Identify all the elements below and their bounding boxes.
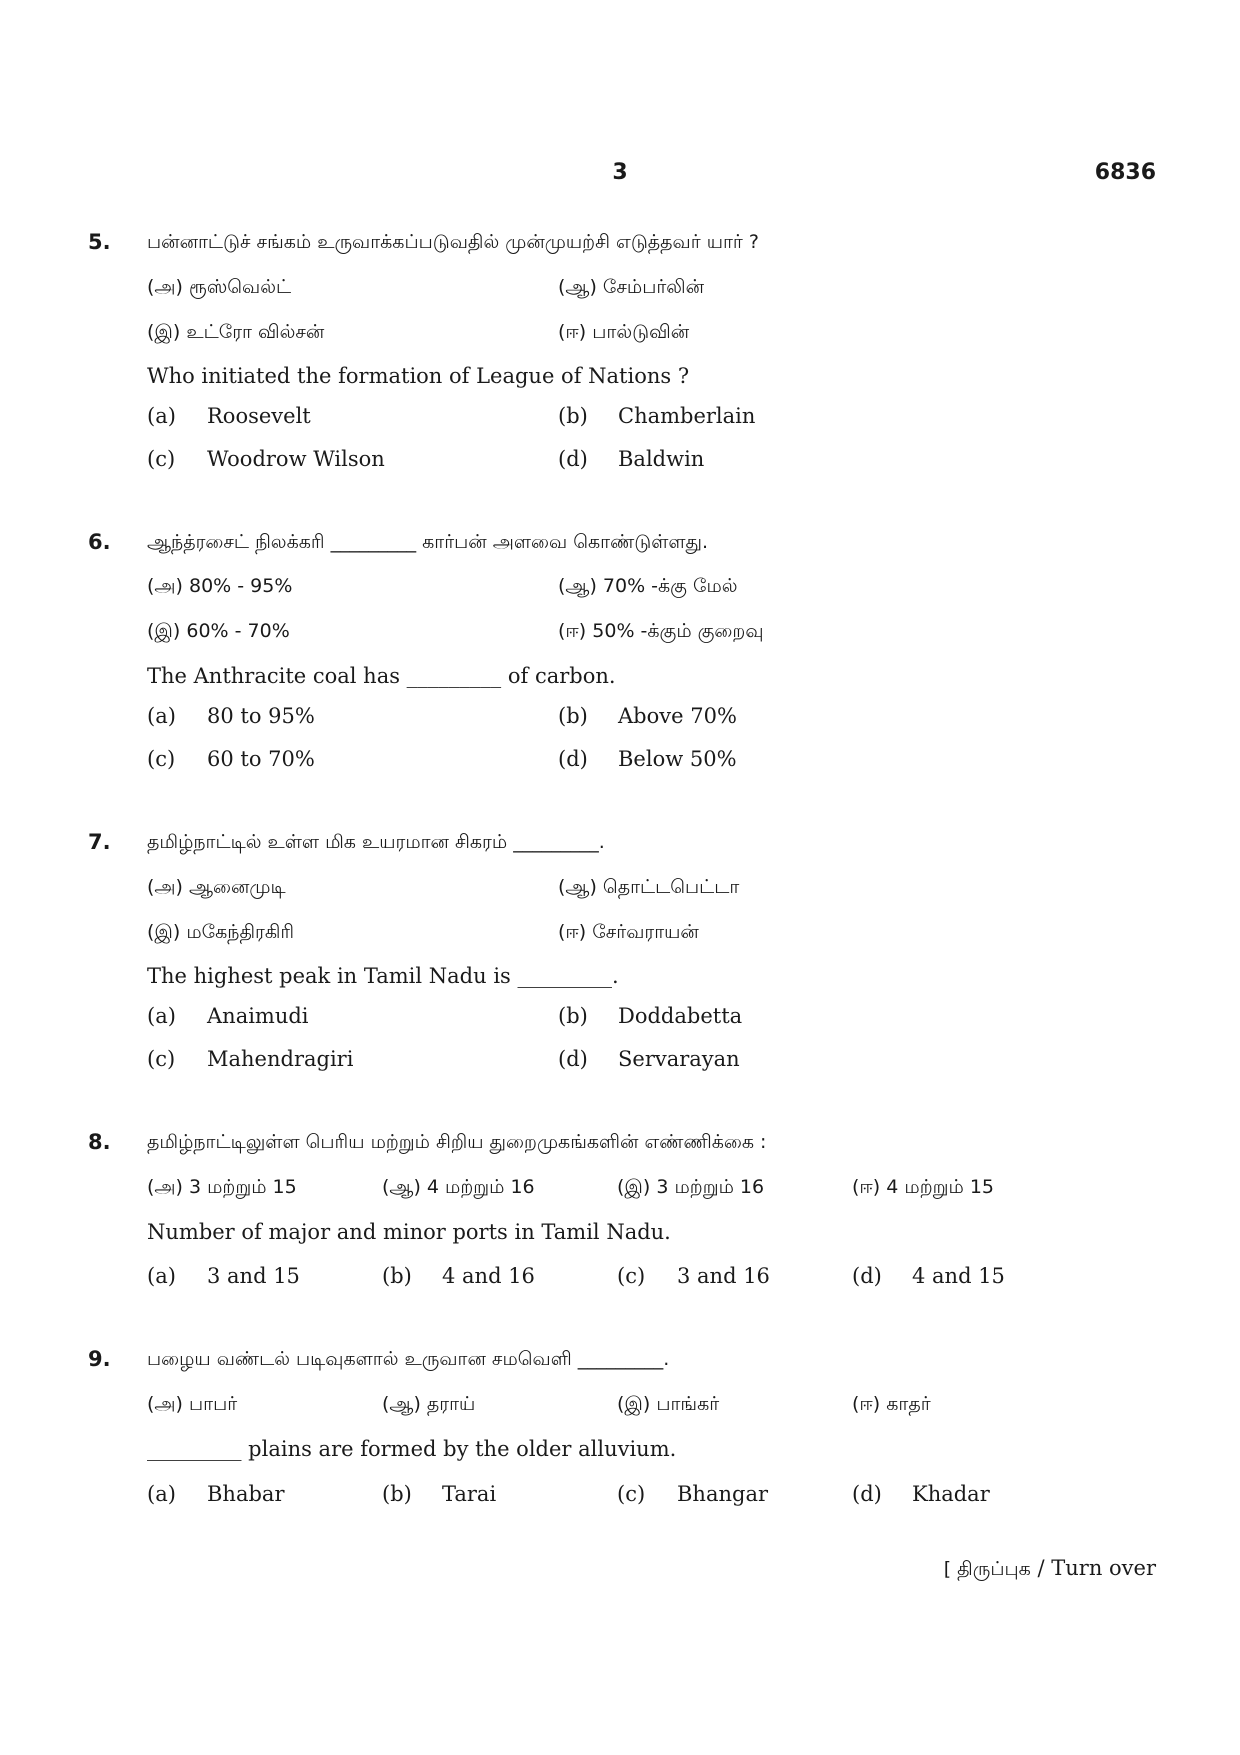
tamil-option-d: (ஈ) பால்டுவின் [558, 321, 690, 343]
tamil-question: தமிழ்நாட்டில் உள்ள மிக உயரமான சிகரம் _________. [147, 831, 605, 853]
tamil-question: பன்னாட்டுச் சங்கம் உருவாக்கப்படுவதில் முன்முயற்சி எடுத்தவர் யார் ? [147, 231, 759, 253]
tamil-option-b: (ஆ) தொட்டபெட்டா [558, 876, 740, 898]
turn-over-note [944, 1556, 1156, 1583]
tamil-option-d: (ஈ) 4 மற்றும் 15 [852, 1176, 995, 1198]
tamil-option-a: (அ) 80% - 95% [147, 575, 293, 597]
english-option-a: (a) Anaimudi [147, 1004, 309, 1028]
tamil-option-b: (ஆ) தராய் [382, 1393, 476, 1415]
turn-over-english: Turn over [1051, 1556, 1156, 1580]
english-option-c: (c) 60 to 70% [147, 747, 315, 771]
tamil-option-c: (இ) பாங்கர் [617, 1393, 720, 1415]
tamil-question: தமிழ்நாட்டிலுள்ள பெரிய மற்றும் சிறிய துறைமுகங்களின் எண்ணிக்கை : [147, 1131, 767, 1153]
tamil-option-a: (அ) பாபர் [147, 1393, 238, 1415]
tamil-option-d: (ஈ) சேர்வராயன் [558, 921, 699, 943]
english-option-c: (c) Woodrow Wilson [147, 447, 385, 471]
tamil-option-a: (அ) ஆனைமுடி [147, 876, 286, 898]
turn-over-tamil: [ திருப்புக [943, 1558, 1031, 1580]
english-question: The highest peak in Tamil Nadu is _________. [147, 964, 619, 988]
english-option-c: (c) 3 and 16 [617, 1264, 770, 1288]
english-option-b: (b) Doddabetta [558, 1004, 743, 1028]
tamil-option-b: (ஆ) 70% -க்கு மேல் [558, 575, 738, 597]
tamil-option-a: (அ) 3 மற்றும் 15 [147, 1176, 297, 1198]
english-option-c: (c) Mahendragiri [147, 1047, 354, 1071]
question-number: 8. [88, 1130, 111, 1154]
english-option-a: (a) 80 to 95% [147, 704, 315, 728]
english-option-a: (a) Bhabar [147, 1482, 285, 1506]
tamil-option-c: (இ) மகேந்திரகிரி [147, 921, 295, 943]
question-number: 9. [88, 1347, 111, 1371]
question-number: 6. [88, 530, 111, 554]
english-option-d: (d) Baldwin [558, 447, 705, 471]
english-option-d: (d) Khadar [852, 1482, 990, 1506]
english-question: Who initiated the formation of League of Nations ? [147, 364, 690, 388]
tamil-option-a: (அ) ரூஸ்வெல்ட் [147, 276, 292, 298]
english-option-c: (c) Bhangar [617, 1482, 769, 1506]
english-question: _________ plains are formed by the older alluvium. [147, 1437, 677, 1461]
english-option-d: (d) Servarayan [558, 1047, 740, 1071]
english-option-b: (b) Tarai [382, 1482, 497, 1506]
tamil-option-d: (ஈ) 50% -க்கும் குறைவு [558, 620, 764, 642]
english-question: Number of major and minor ports in Tamil Nadu. [147, 1220, 671, 1244]
tamil-option-b: (ஆ) சேம்பர்லின் [558, 276, 705, 298]
english-option-a: (a) Roosevelt [147, 404, 311, 428]
tamil-option-c: (இ) உட்ரோ வில்சன் [147, 321, 325, 343]
page-number: 3 [612, 160, 628, 185]
tamil-option-d: (ஈ) காதர் [852, 1393, 931, 1415]
english-option-b: (b) 4 and 16 [382, 1264, 535, 1288]
english-option-b: (b) Above 70% [558, 704, 737, 728]
tamil-option-c: (இ) 3 மற்றும் 16 [617, 1176, 765, 1198]
question-number: 7. [88, 830, 111, 854]
paper-code: 6836 [1094, 160, 1156, 185]
tamil-question: ஆந்த்ரசைட் நிலக்கரி _________ கார்பன் அளவை கொண்டுள்ளது. [147, 531, 709, 553]
tamil-option-b: (ஆ) 4 மற்றும் 16 [382, 1176, 535, 1198]
tamil-question: பழைய வண்டல் படிவுகளால் உருவான சமவெளி _________. [147, 1348, 670, 1370]
english-option-b: (b) Chamberlain [558, 404, 756, 428]
turn-over-separator: / [1037, 1556, 1045, 1580]
tamil-option-c: (இ) 60% - 70% [147, 620, 290, 642]
english-option-d: (d) Below 50% [558, 747, 737, 771]
question-number: 5. [88, 230, 111, 254]
english-question: The Anthracite coal has _________ of carbon. [147, 664, 616, 688]
english-option-a: (a) 3 and 15 [147, 1264, 300, 1288]
english-option-d: (d) 4 and 15 [852, 1264, 1005, 1288]
